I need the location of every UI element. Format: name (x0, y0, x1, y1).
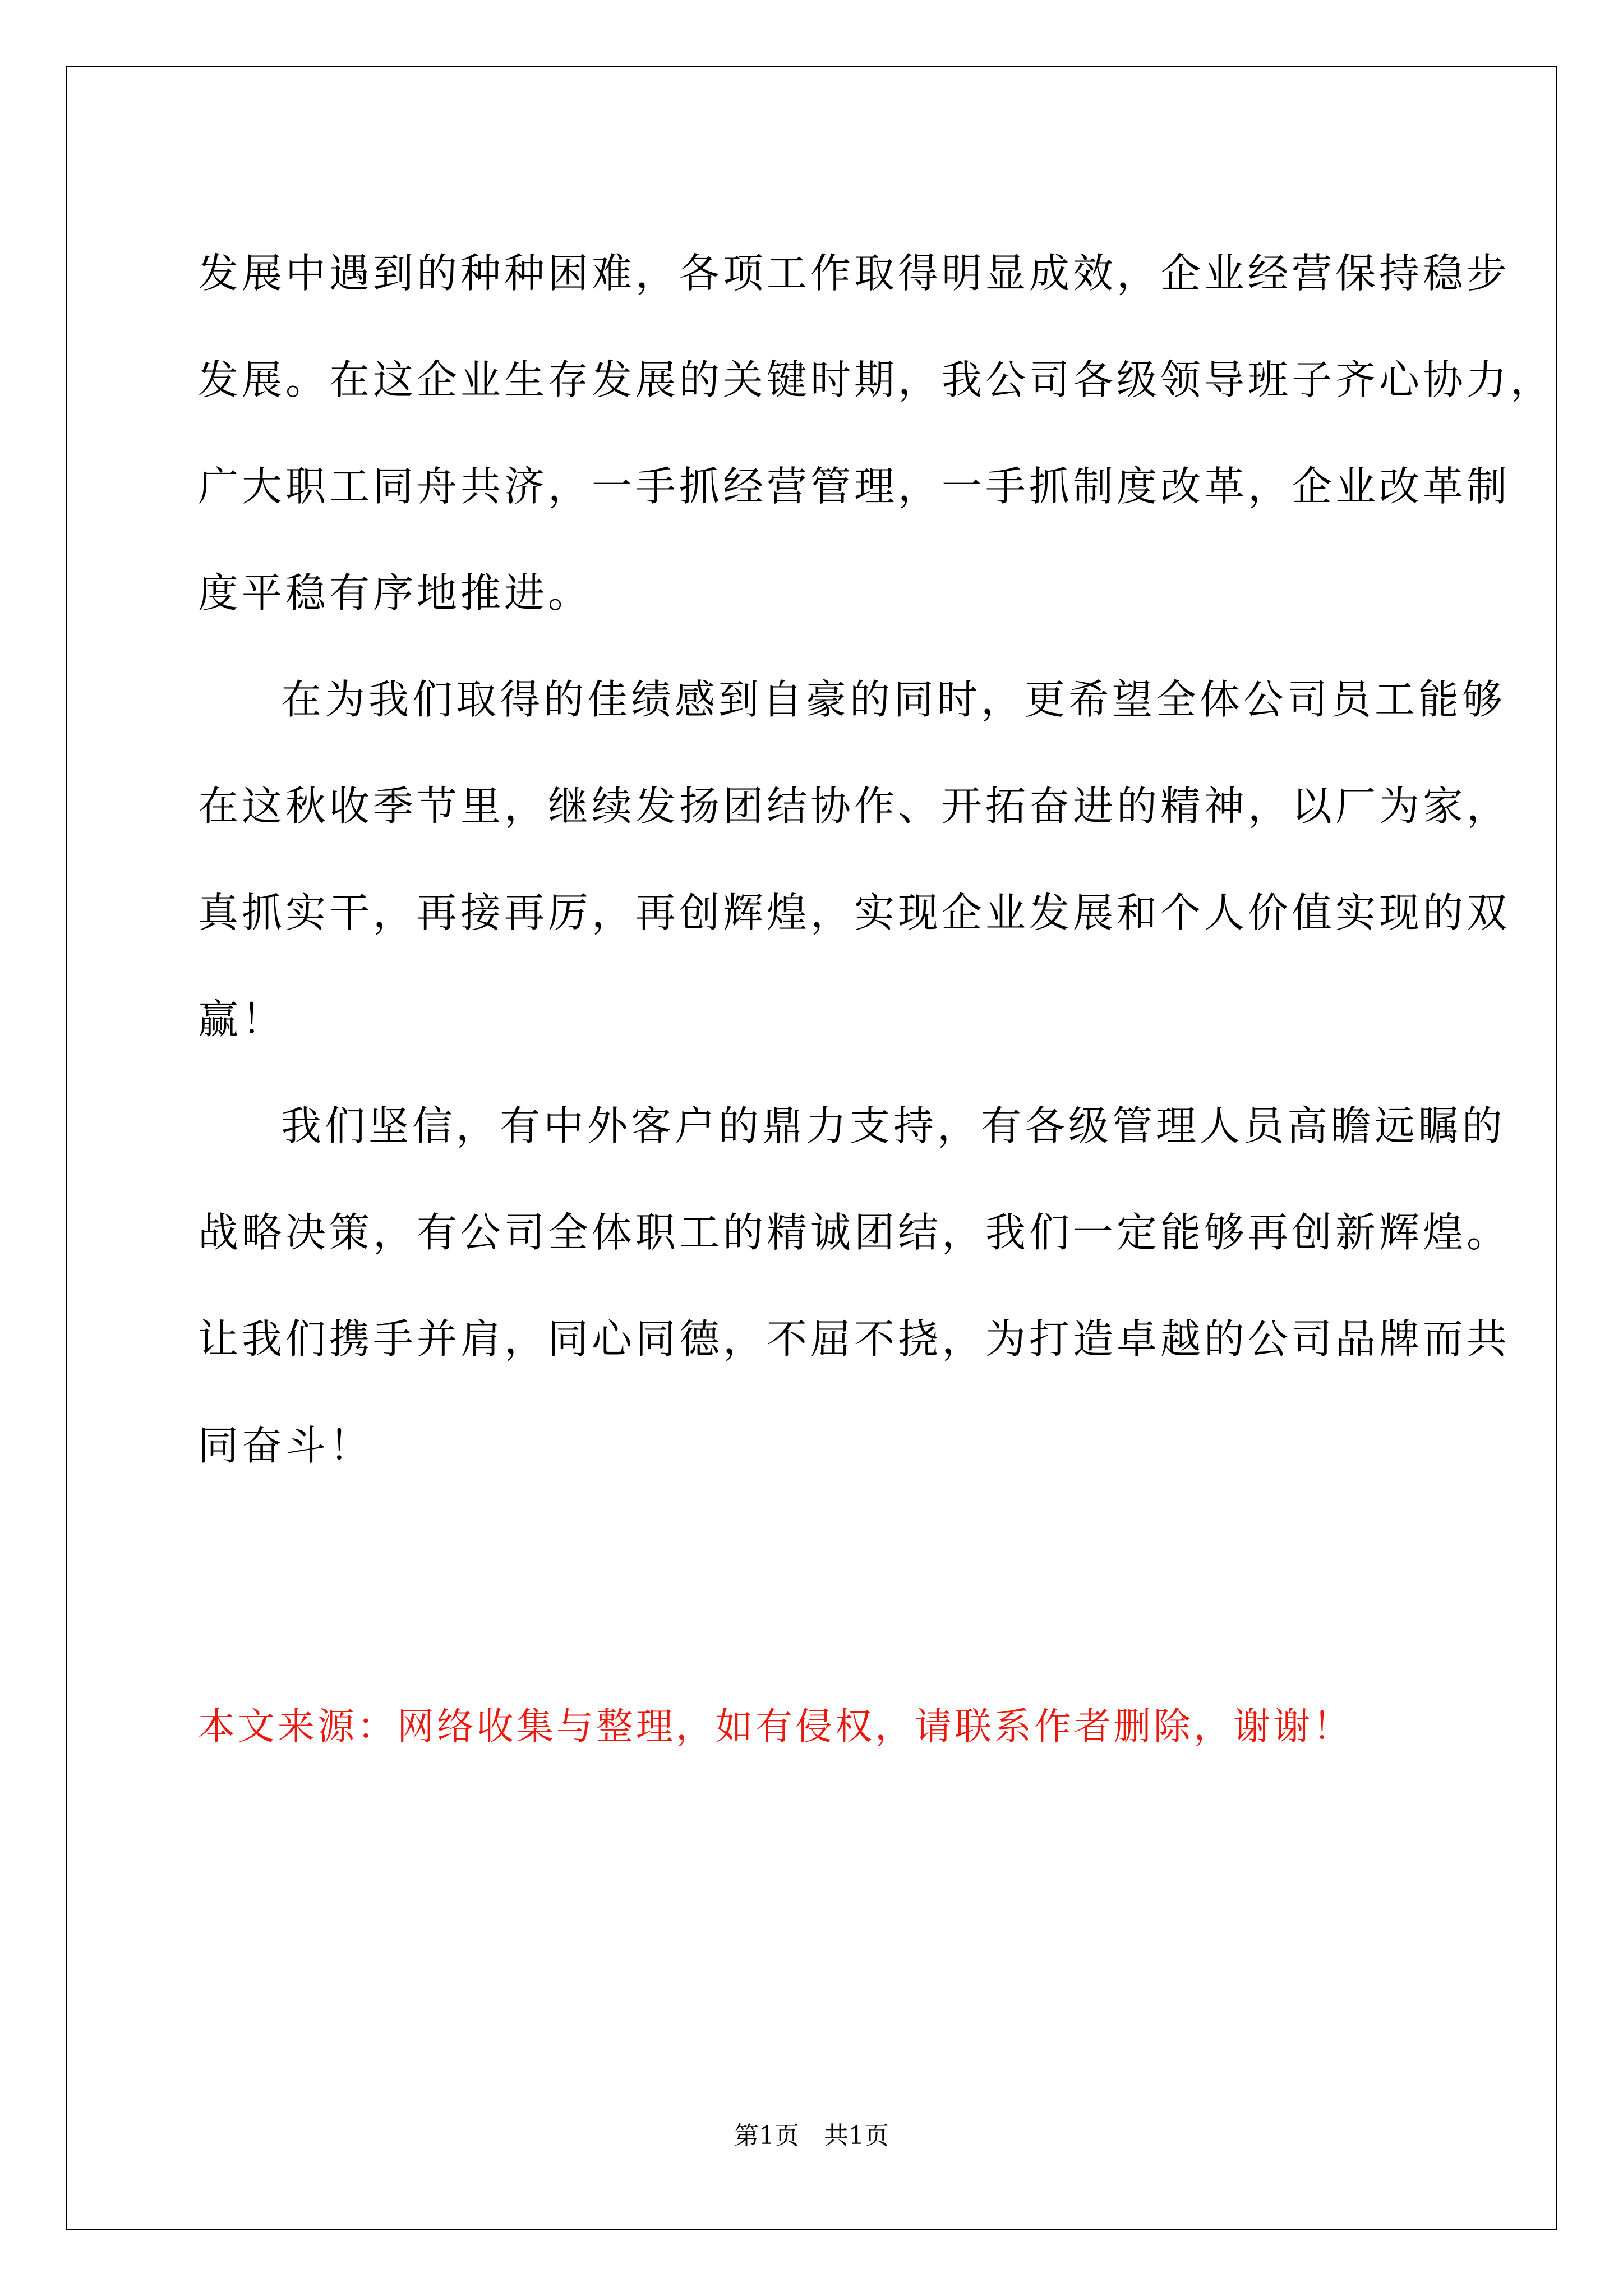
text-line: 我们坚信，有中外客户的鼎力支持，有各级管理人员高瞻远瞩的 (281, 1102, 1506, 1149)
text-line: 赢！ (198, 996, 286, 1043)
text-line: 广大职工同舟共济，一手抓经营管理，一手抓制度改革，企业改革制 (198, 463, 1511, 510)
text-line: 真抓实干，再接再厉，再创辉煌，实现企业发展和个人价值实现的双 (198, 889, 1511, 936)
text-line: 让我们携手并肩，同心同德，不屈不挠，为打造卓越的公司品牌而共 (198, 1315, 1511, 1363)
source-note: 本文来源：网络收集与整理，如有侵权，请联系作者删除，谢谢！ (198, 1705, 1353, 1748)
document-body (198, 220, 1555, 1499)
text-line: 发展中遇到的种种困难，各项工作取得明显成效，企业经营保持稳步 (198, 250, 1511, 297)
text-line: 在为我们取得的佳绩感到自豪的同时，更希望全体公司员工能够 (281, 676, 1506, 723)
text-line: 发展。在这企业生存发展的关键时期，我公司各级领导班子齐心协力， (198, 356, 1555, 403)
paragraph-2 (198, 646, 1511, 1073)
text-line: 度平稳有序地推进。 (198, 569, 592, 616)
text-line: 同奋斗！ (198, 1422, 374, 1469)
page-number-footer: 第1页 共1页 (734, 2122, 889, 2150)
paragraph-1 (198, 220, 1555, 646)
paragraph-3 (198, 1073, 1511, 1499)
text-line: 战略决策，有公司全体职工的精诚团结，我们一定能够再创新辉煌。 (198, 1209, 1511, 1256)
text-line: 在这秋收季节里，继续发扬团结协作、开拓奋进的精神，以厂为家， (198, 783, 1511, 830)
